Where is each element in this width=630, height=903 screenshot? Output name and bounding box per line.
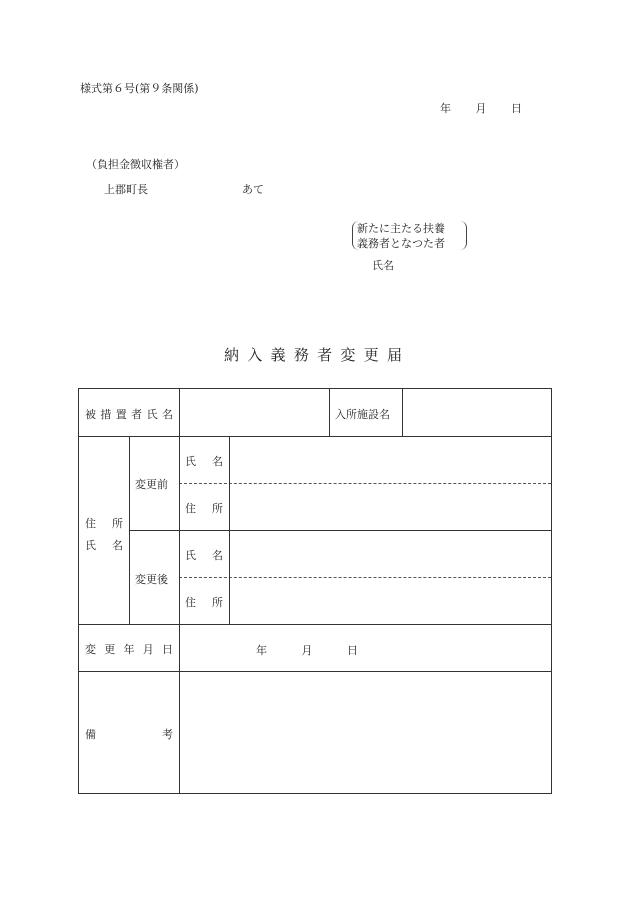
dashed-divider	[179, 483, 551, 484]
after-address-label: 住 所	[185, 596, 223, 609]
form-table	[78, 388, 552, 794]
addressee-suffix: あて	[242, 183, 264, 196]
document-title	[224, 344, 402, 365]
applicant-bracket-line1: 新たに主たる扶養	[357, 222, 445, 235]
applicant-name-label: 氏名	[372, 259, 394, 272]
month-label: 月	[475, 102, 487, 115]
column-divider	[329, 389, 330, 436]
column-divider	[229, 436, 230, 624]
title-char: 入	[247, 346, 263, 364]
row-divider	[129, 530, 551, 531]
after-change-label: 変更後	[135, 573, 168, 586]
remarks-label: 備 考	[85, 728, 173, 741]
day-label: 日	[511, 102, 522, 115]
address-group-label: 住 所	[85, 517, 123, 530]
title-char: 更	[363, 346, 379, 364]
facility-name-label: 入所施設名	[335, 408, 390, 421]
after-name-label: 氏 名	[185, 549, 223, 562]
column-divider	[402, 389, 403, 436]
title-char: 変	[340, 346, 356, 364]
row-divider	[79, 436, 551, 437]
before-change-label: 変更前	[135, 478, 168, 491]
before-name-label: 氏 名	[185, 455, 223, 468]
addressee-title: （負担金徴収権者）	[86, 158, 185, 171]
column-divider	[179, 389, 180, 793]
person-name-label: 被 措 置 者 氏 名	[85, 408, 173, 421]
change-year-label: 年	[256, 644, 267, 657]
row-divider	[79, 624, 551, 625]
change-date-label: 変 更 年 月 日	[85, 643, 173, 656]
form-number: 様式第６号(第９条関係)	[80, 82, 199, 95]
applicant-bracket-line2: 義務者となつた者	[357, 237, 445, 250]
year-label: 年	[440, 102, 451, 115]
title-char: 務	[293, 346, 309, 364]
title-char: 義	[270, 346, 286, 364]
title-char: 届	[386, 346, 402, 364]
addressee-name: 上郡町長	[104, 183, 148, 196]
row-divider	[79, 671, 551, 672]
dashed-divider	[179, 577, 551, 578]
change-date-value	[256, 642, 358, 658]
change-month-label: 月	[301, 644, 313, 657]
before-address-label: 住 所	[185, 502, 223, 515]
date-header	[440, 100, 522, 116]
name-group-label: 氏 名	[85, 539, 123, 552]
applicant-bracket	[352, 221, 467, 250]
column-divider	[129, 436, 130, 624]
change-day-label: 日	[347, 644, 358, 657]
title-char: 者	[317, 346, 333, 364]
title-char: 納	[224, 346, 240, 364]
